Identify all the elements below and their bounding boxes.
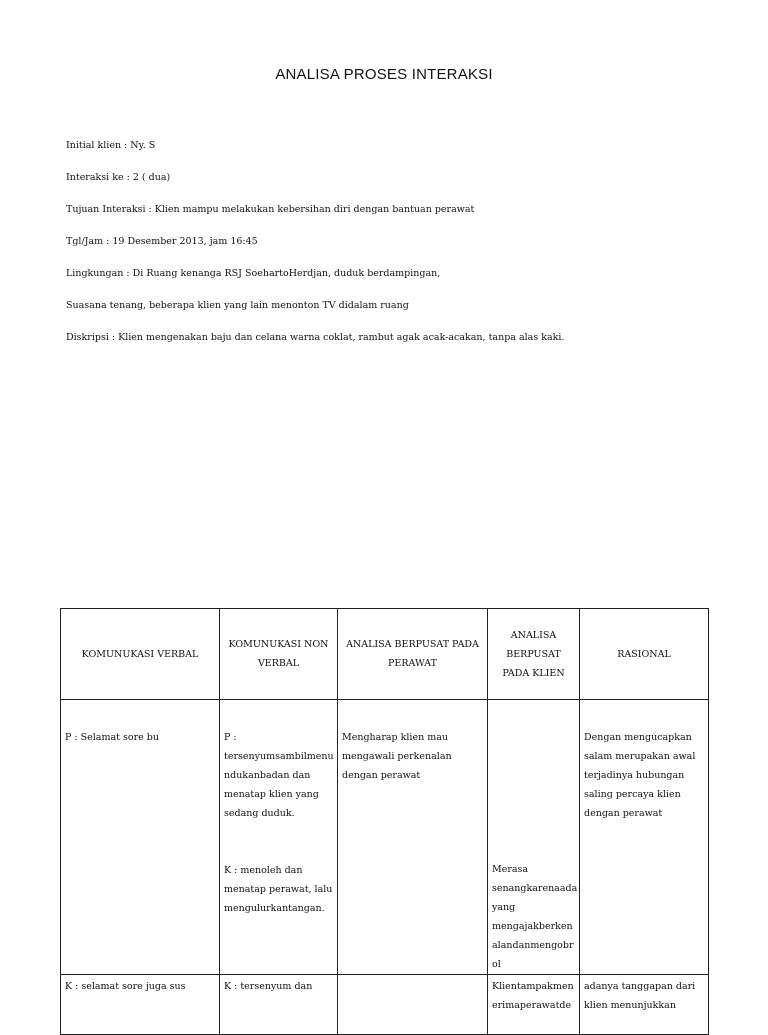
- nonverbal-client-text: K : menoleh dan menatap perawat, lalu mengulurkantangan.: [224, 865, 333, 914]
- interaction-process-table: [60, 608, 709, 1035]
- cell-client-analysis: [488, 700, 580, 975]
- environment-line: Lingkungan : Di Ruang kenanga RSJ SoehartoHerdjan, duduk berdampingan,: [66, 268, 441, 279]
- header-verbal: KOMUNUKASI VERBAL: [61, 609, 220, 700]
- cell-nurse-analysis: [338, 975, 488, 1035]
- initial-client-line: Initial klien : Ny. S: [66, 140, 156, 151]
- verbal-text: K : selamat sore juga sus: [65, 981, 186, 992]
- rationale-text: adanya tanggapan dari klien menunjukkan: [584, 981, 696, 1011]
- client-analysis-text: Merasa senangkarenaada yang mengajakberken alandanmengobr ol: [492, 864, 578, 970]
- cell-nonverbal: [220, 975, 338, 1035]
- interaction-number-line: Interaksi ke : 2 ( dua): [66, 172, 171, 183]
- table-row: [61, 700, 709, 975]
- header-client-analysis: ANALISA BERPUSAT PADA KLIEN: [488, 609, 580, 700]
- cell-verbal: [61, 700, 220, 975]
- client-analysis-text: Klientampakmen erimaperawatde: [492, 981, 574, 1011]
- nurse-analysis-text: Mengharap klien mau mengawali perkenalan dengan perawat: [342, 732, 452, 781]
- cell-nurse-analysis: [338, 700, 488, 975]
- document-title: ANALISA PROSES INTERAKSI: [275, 66, 493, 83]
- table-row: [61, 975, 709, 1035]
- atmosphere-line: Suasana tenang, beberapa klien yang lain menonton TV didalam ruang: [66, 300, 409, 311]
- nonverbal-nurse-text: P : tersenyumsambilmenu ndukanbadan dan menatap klien yang sedang duduk.: [224, 732, 334, 819]
- cell-nonverbal: [220, 700, 338, 975]
- cell-verbal: [61, 975, 220, 1035]
- nonverbal-text: K : tersenyum dan: [224, 981, 313, 992]
- cell-client-analysis: [488, 975, 580, 1035]
- header-nurse-analysis: ANALISA BERPUSAT PADA PERAWAT: [338, 609, 488, 700]
- header-rationale: RASIONAL: [580, 609, 709, 700]
- cell-rationale: [580, 700, 709, 975]
- rationale-text: Dengan mengucapkan salam merupakan awal terjadinya hubungan saling percaya klien dengan perawat: [584, 732, 696, 819]
- description-line: Diskripsi : Klien mengenakan baju dan celana warna coklat, rambut agak acak-acakan, tanpa alas kaki.: [66, 332, 565, 343]
- interaction-goal-line: Tujuan Interaksi : Klien mampu melakukan kebersihan diri dengan bantuan perawat: [66, 204, 475, 215]
- cell-rationale: [580, 975, 709, 1035]
- date-time-line: Tgl/Jam : 19 Desember 2013, jam 16:45: [66, 236, 258, 247]
- verbal-text: P : Selamat sore bu: [65, 732, 159, 743]
- table-header-row: [61, 609, 709, 700]
- header-nonverbal: KOMUNUKASI NON VERBAL: [220, 609, 338, 700]
